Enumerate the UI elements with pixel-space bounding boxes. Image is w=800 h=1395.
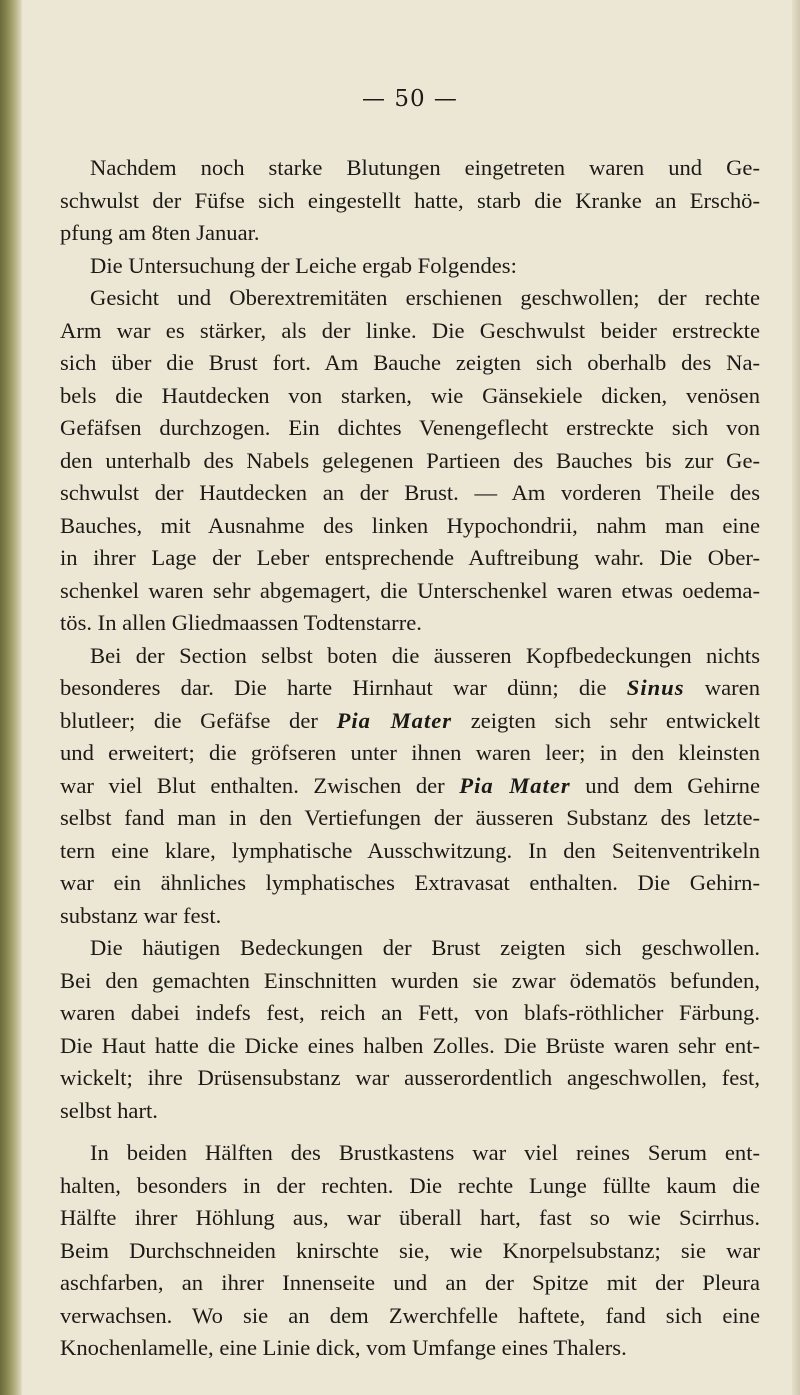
page-right-edge <box>792 0 800 1395</box>
text-fragment: und dem Gehirne <box>570 772 760 798</box>
text-line: Die Untersuchung der Leiche ergab Folgendes: <box>90 252 517 278</box>
text-line <box>60 672 760 705</box>
term-pia-mater: Pia Mater <box>459 772 571 798</box>
paragraph-2 <box>60 250 760 283</box>
paragraph-4 <box>60 640 760 933</box>
term-pia-mater: Pia Mater <box>336 707 453 733</box>
text-line: tös. In allen Gliedmaassen Todtenstarre. <box>60 610 422 635</box>
text-line: selbst fand man in den Vertiefungen der äusseren Substanz des letzte- <box>60 805 760 830</box>
text-line: Bei der Section selbst boten die äusseren Kopfbedeckungen nichts <box>90 642 760 668</box>
text-line <box>60 705 760 738</box>
text-line: In beiden Hälften des Brustkastens war viel reines Serum ent- <box>90 1140 760 1165</box>
text-line: Hälfte ihrer Höhlung aus, war überall hart, fast so wie Scirrhus. <box>60 1205 760 1230</box>
text-line: war ein ähnliches lymphatisches Extravasat enthalten. Die Gehirn- <box>60 870 760 895</box>
paragraph-3 <box>60 282 760 640</box>
text-line: Bauches, mit Ausnahme des linken Hypochondrii, nahm man eine <box>60 512 760 538</box>
text-line: schenkel waren sehr abgemagert, die Unterschenkel waren etwas oedema- <box>60 577 760 603</box>
text-line: tern eine klare, lymphatische Ausschwitzung. In den Seitenventrikeln <box>60 837 760 863</box>
text-line: Beim Durchschneiden knirschte sie, wie Knorpelsubstanz; sie war <box>60 1237 760 1263</box>
text-line: pfung am 8ten Januar. <box>60 220 260 245</box>
text-fragment: war viel Blut enthalten. Zwischen der <box>60 772 445 798</box>
text-line: bels die Hautdecken von starken, wie Gänsekiele dicken, venösen <box>60 382 760 408</box>
text-line: schwulst der Hautdecken an der Brust. — Am vorderen Theile des <box>60 480 760 505</box>
text-fragment: zeigten sich sehr entwickelt <box>452 707 761 733</box>
paragraph-6 <box>60 1137 760 1365</box>
text-line: Bei den gemachten Einschnitten wurden sie zwar ödematös befunden, <box>60 967 760 993</box>
paragraph-5 <box>60 932 760 1127</box>
text-line: waren dabei indefs fest, reich an Fett, von blafs-röthlicher Färbung. <box>60 1000 760 1025</box>
text-line: verwachsen. Wo sie an dem Zwerchfelle haftete, fand sich eine <box>60 1302 760 1328</box>
page-text <box>60 152 760 1365</box>
page-number: — 50 — <box>362 86 458 112</box>
text-fragment: blutleer; die Gefäfse der <box>60 707 318 733</box>
text-line: Die Haut hatte die Dicke eines halben Zolles. Die Brüste waren sehr ent- <box>60 1032 760 1058</box>
text-line: schwulst der Füfse sich eingestellt hatte, starb die Kranke an Erschö- <box>60 187 760 213</box>
text-line: Gesicht und Oberextremitäten erschienen geschwollen; der rechte <box>90 285 760 310</box>
text-line: halten, besonders in der rechten. Die rechte Lunge füllte kaum die <box>60 1172 760 1198</box>
text-line: selbst hart. <box>60 1097 158 1123</box>
text-line: und erweitert; die gröfseren unter ihnen waren leer; in den kleinsten <box>60 740 760 765</box>
term-sinus: Sinus <box>626 675 685 700</box>
text-line: Nachdem noch starke Blutungen eingetreten waren und Ge- <box>90 155 760 180</box>
text-line: Arm war es stärker, als der linke. Die Geschwulst beider erstreckte <box>60 317 760 343</box>
text-fragment: besonderes dar. Die harte Hirnhaut war dünn; die <box>60 675 607 700</box>
text-line: substanz war fest. <box>60 902 222 928</box>
book-spine-edge <box>0 0 22 1395</box>
text-fragment: waren <box>684 675 761 700</box>
text-line: Knochenlamelle, eine Linie dick, vom Umfange eines Thalers. <box>60 1335 627 1360</box>
text-line: Die häutigen Bedeckungen der Brust zeigten sich geschwollen. <box>90 935 760 960</box>
text-line: wickelt; ihre Drüsensubstanz war ausserordentlich angeschwollen, fest, <box>60 1065 760 1090</box>
text-line: aschfarben, an ihrer Innenseite und an der Spitze mit der Pleura <box>60 1270 760 1295</box>
text-line: den unterhalb des Nabels gelegenen Partieen des Bauches bis zur Ge- <box>60 447 760 473</box>
paragraph-1 <box>60 152 760 250</box>
text-line: in ihrer Lage der Leber entsprechende Auftreibung wahr. Die Ober- <box>60 545 760 570</box>
text-line: Gefäfsen durchzogen. Ein dichtes Venengeflecht erstreckte sich von <box>60 415 760 440</box>
text-line <box>60 770 760 803</box>
text-line: sich über die Brust fort. Am Bauche zeigten sich oberhalb des Na- <box>60 350 760 375</box>
